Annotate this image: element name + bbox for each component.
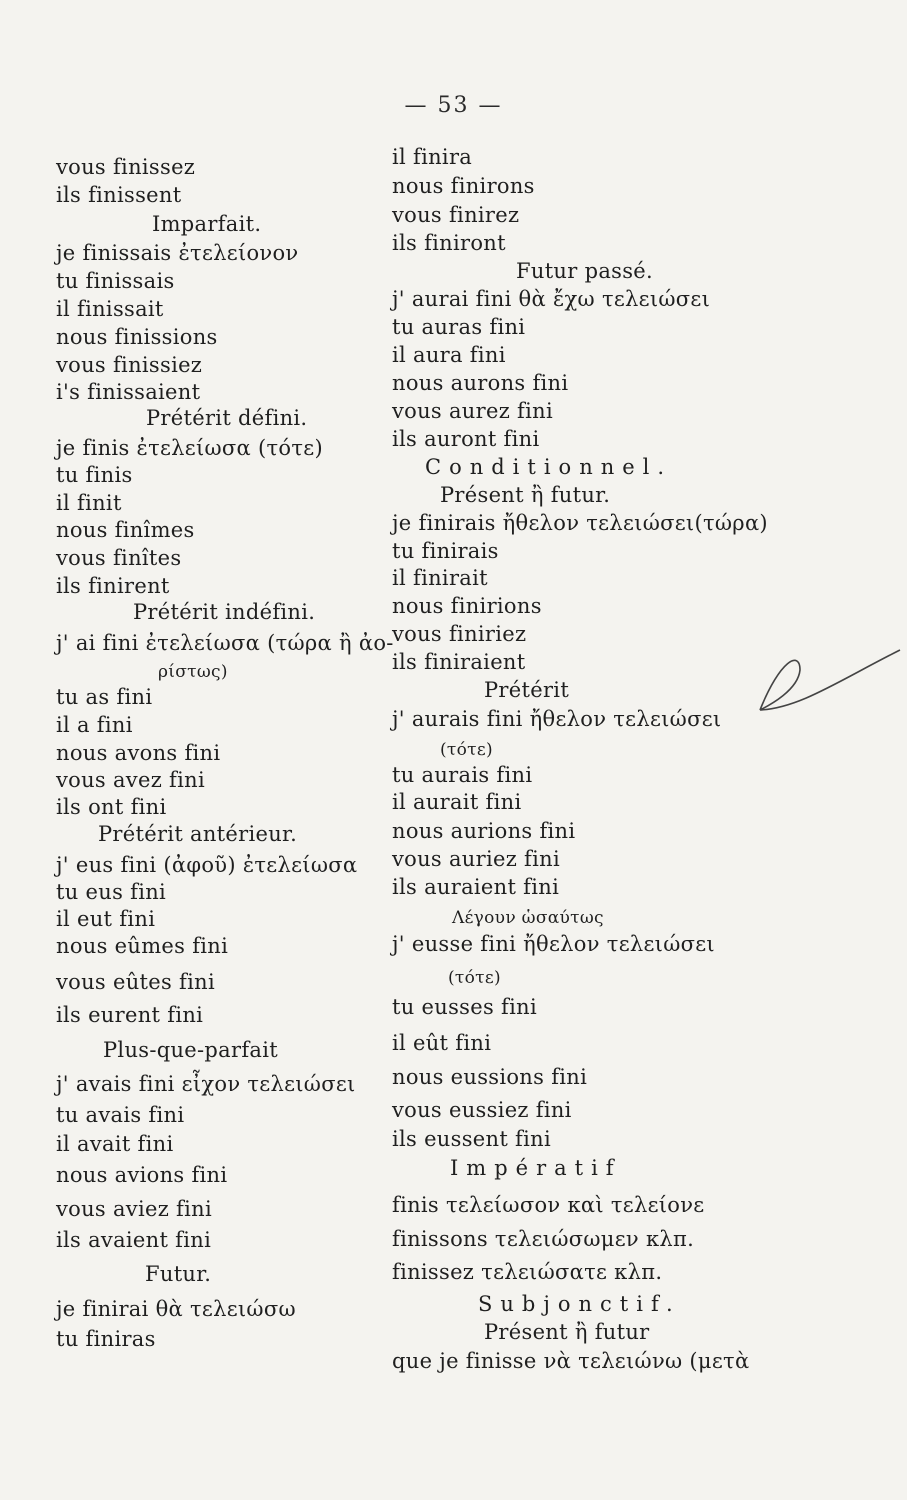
conjugation-line: j' ai fini ἐτελείωσα (τώρα ἢ ἀο- [56,631,394,655]
conjugation-line: tu eusses fini [392,995,537,1019]
conjugation-line: il finissait [56,297,164,321]
conjugation-line: ils ont fini [56,795,167,819]
conjugation-line: (τότε) [440,740,493,760]
conjugation-line: j' avais fini εἶχον τελειώσει [56,1072,356,1096]
conjugation-line: il finirait [392,566,488,590]
conjugation-line: nous avons fini [56,741,221,765]
conjugation-line: il eut fini [56,907,156,931]
conjugation-line: il finit [56,491,122,515]
conjugation-line: je finissais ἐτελείονον [56,241,299,265]
tense-heading: Futur. [145,1262,212,1286]
conjugation-line: nous finirions [392,594,542,618]
conjugation-line: tu eus fini [56,880,167,904]
conjugation-line: ils finirent [56,574,170,598]
conjugation-line: il aura fini [392,343,506,367]
conjugation-line: vous finiriez [392,622,527,646]
page-number: — 53 — [404,93,503,118]
tense-heading: Futur passé. [516,259,653,283]
conjugation-line: nous aurons fini [392,371,569,395]
conjugation-line: vous finîtes [56,546,182,570]
conjugation-line: nous finîmes [56,518,195,542]
conjugation-line: ils finiront [392,231,506,255]
conjugation-line: je finis ἐτελείωσα (τότε) [56,436,323,460]
conjugation-line: tu finiras [56,1327,156,1351]
conjugation-line: tu finissais [56,269,175,293]
conjugation-line: i's finissaient [56,380,201,404]
conjugation-line: nous eussions fini [392,1065,588,1089]
conjugation-line: j' eus fini (ἀφοῦ) ἐτελείωσα [56,853,358,877]
tense-heading: Prétérit antérieur. [98,822,298,846]
tense-heading: Imparfait. [152,212,262,236]
conjugation-line: tu avais fini [56,1103,185,1127]
conjugation-line: vous aurez fini [392,399,553,423]
conjugation-line: il aurait fini [392,790,522,814]
conjugation-line: ils auront fini [392,427,540,451]
conjugation-line: ρίστως) [158,662,228,682]
conjugation-line: vous eussiez fini [392,1098,572,1122]
conjugation-line: vous finissez [56,155,196,179]
conjugation-line: il avait fini [56,1132,174,1156]
conjugation-line: il finira [392,145,473,169]
tense-heading: Plus-que-parfait [103,1038,278,1062]
conjugation-line: j' eusse fini ἤθελον τελειώσει [392,932,715,956]
conjugation-line: il a fini [56,713,133,737]
conjugation-line: ils eurent fini [56,1003,204,1027]
conjugation-line: nous eûmes fini [56,934,229,958]
conjugation-line: tu finirais [392,539,499,563]
mood-heading: Subjonctif. [478,1292,681,1316]
conjugation-line: je finirais ἤθελον τελειώσει(τώρα) [392,511,768,535]
conjugation-line: ils auraient fini [392,875,560,899]
pen-mark-icon [740,640,907,720]
conjugation-line: vous eûtes fini [56,970,215,994]
conjugation-line: nous aurions fini [392,819,576,843]
conjugation-line: j' aurais fini ἤθελον τελειώσει [392,707,722,731]
conjugation-line: vous avez fini [56,768,205,792]
conjugation-line: vous finirez [392,203,520,227]
tense-heading: Présent ἢ futur. [440,483,611,507]
conjugation-line: vous auriez fini [392,847,560,871]
tense-heading: Prétérit [484,678,570,702]
conjugation-line: nous finissions [56,325,218,349]
tense-heading: Prétérit défini. [146,406,308,430]
conjugation-line: je finirai θὰ τελειώσω [56,1297,296,1321]
conjugation-line: finissez τελειώσατε κλπ. [392,1260,663,1284]
tense-heading: Présent ἢ futur [484,1320,650,1344]
conjugation-line: que je finisse νὰ τελειώνω (μετὰ [392,1349,750,1373]
conjugation-line: nous avions fini [56,1163,228,1187]
conjugation-line: il eût fini [392,1031,492,1055]
conjugation-line: finissons τελειώσωμεν κλπ. [392,1227,695,1251]
conjugation-line: (τότε) [448,968,501,988]
conjugation-line: tu auras fini [392,315,526,339]
conjugation-line: tu as fini [56,685,153,709]
conjugation-line: ils eussent fini [392,1127,551,1151]
conjugation-line: tu aurais fini [392,763,533,787]
conjugation-line: tu finis [56,463,133,487]
conjugation-line: ils finiraient [392,650,526,674]
conjugation-line: nous finirons [392,174,535,198]
conjugation-line: vous aviez fini [56,1197,212,1221]
mood-heading: Conditionnel. [425,455,673,479]
conjugation-line: finis τελείωσον καὶ τελείονε [392,1193,705,1217]
note-line: Λέγουν ὡσαύτως [452,908,604,928]
conjugation-line: j' aurai fini θὰ ἔχω τελειώσει [392,287,711,311]
conjugation-line: vous finissiez [56,353,203,377]
tense-heading: Prétérit indéfini. [133,600,316,624]
conjugation-line: ils avaient fini [56,1228,212,1252]
mood-heading: Impératif [450,1156,622,1180]
conjugation-line: ils finissent [56,183,182,207]
